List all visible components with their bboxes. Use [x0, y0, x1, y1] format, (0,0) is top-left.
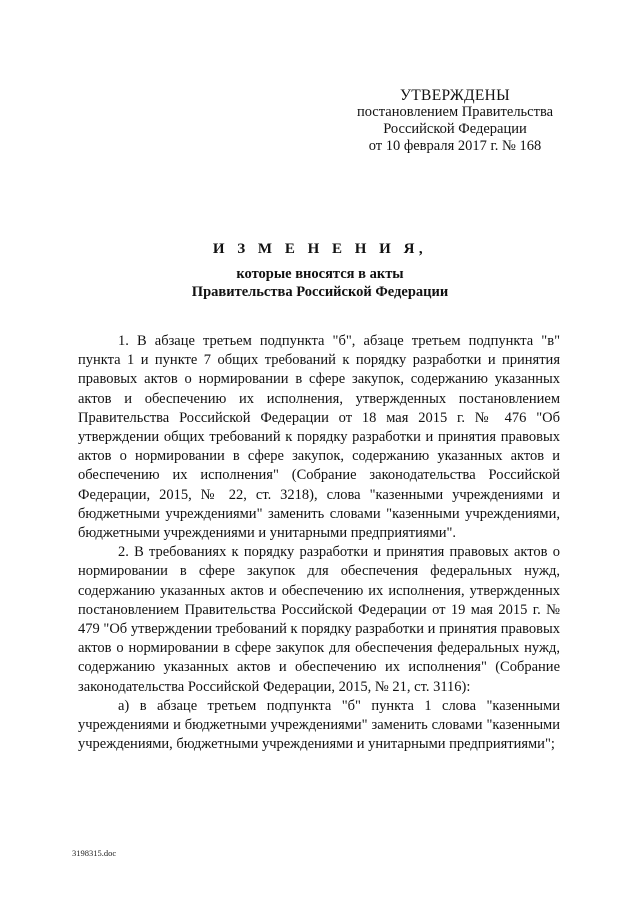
subtitle-line-1: которые вносятся в акты — [236, 266, 404, 282]
footer-filename: 3198315.doc — [72, 848, 117, 858]
approval-line-1: постановлением Правительства — [356, 104, 554, 120]
document-title: И З М Е Н Е Н И Я, — [212, 241, 428, 257]
approval-stamp — [340, 87, 570, 155]
paragraph-2a: а) в абзаце третьем подпункта "б" пункта 1 слова "казенными учреждениями и бюджетными учреждениями" заменить словами "казенными учреждениями, бюджетными учреждениями и унитарными предприятиями"; — [78, 697, 560, 753]
document-body — [78, 332, 560, 754]
approval-line-3: от 10 февраля 2017 г. № 168 — [368, 138, 542, 154]
subtitle-line-2: Правительства Российской Федерации — [191, 284, 449, 300]
document-subtitle — [0, 265, 640, 301]
approval-line-2: Российской Федерации — [383, 121, 527, 137]
approval-heading: УТВЕРЖДЕНЫ — [400, 87, 510, 104]
paragraph-1: 1. В абзаце третьем подпункта "б", абзаце третьем подпункта "в" пункта 1 и пункте 7 общих требований к порядку разработки и принятия правовых актов о нормировании в сфере закупок, содержанию указанных актов и обеспечению их исполнения, утвержденных постановлением Правительства Российской Федерации от 18 мая 2015 г. № 476 "Об утверждении общих требований к порядку разработки и принятия правовых актов о нормировании в сфере закупок, содержанию указанных актов и обеспечению их исполнения" (Собрание законодательства Российской Федерации, 2015, № 22, ст. 3218), слова "казенными учреждениями и бюджетными учреждениями" заменить словами "казенными учреждениями, бюджетными учреждениями и унитарными предприятиями". — [78, 333, 560, 542]
document-title-block — [0, 240, 640, 301]
paragraph-2: 2. В требованиях к порядку разработки и принятия правовых актов о нормировании в сфере закупок для обеспечения федеральных нужд, содержанию указанных актов и обеспечению их исполнения, утвержденных постановлением Правительства Российской Федерации от 19 мая 2015 г. № 479 "Об утверждении требований к порядку разработки и принятия правовых актов о нормировании в сфере закупок для обеспечения федеральных нужд, содержанию указанных актов и обеспечению их исполнения" (Собрание законодательства Российской Федерации, 2015, № 21, ст. 3116): — [78, 544, 560, 695]
